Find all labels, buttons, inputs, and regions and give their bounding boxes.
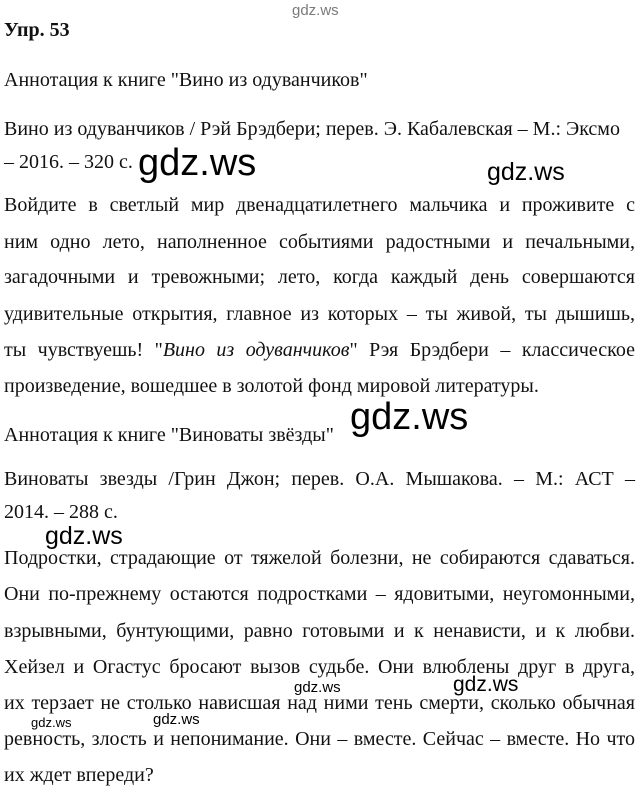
book2-body-line4: Хейзел и Огастус бросают вызов судьбе. Они влюблены друг в друга,	[4, 656, 635, 678]
watermark-large-1: gdz.ws	[138, 142, 257, 184]
book2-body-line7: их ждет впереди?	[4, 764, 154, 786]
watermark-small-2: gdz.ws	[153, 711, 200, 728]
watermark-medium-3: gdz.ws	[453, 673, 519, 696]
book1-citation-line1: Вино из одуванчиков / Рэй Брэдбери; перев. Э. Кабалевская – М.: Эксмо	[4, 118, 620, 140]
book1-citation-line2: – 2016. – 320 с.	[4, 151, 133, 173]
book2-body-line6: ревность, злость и непонимание. Они – вместе. Сейчас – вместе. Но что	[4, 728, 635, 750]
book1-body-line5-before: ты чувствуешь! "	[4, 339, 163, 361]
book2-heading: Аннотация к книге "Виноваты звёзды"	[4, 424, 334, 446]
watermark-large-2: gdz.ws	[350, 396, 469, 438]
book2-body-line1: Подростки, страдающие от тяжелой болезни, не собираются сдаваться.	[4, 547, 635, 569]
book1-body-line5	[4, 338, 635, 362]
book1-body-line3: загадочными и тревожными; лето, когда каждый день совершаются	[4, 266, 635, 288]
book2-citation-line1: Виноваты звезды /Грин Джон; перев. О.А. Мышакова. – М.: АСТ –	[4, 468, 635, 490]
book1-heading: Аннотация к книге "Вино из одуванчиков"	[4, 69, 368, 91]
book1-body-line6: произведение, вошедшее в золотой фонд мировой литературы.	[4, 375, 539, 397]
book2-body-line2: Они по-прежнему остаются подростками – ядовитыми, неугомонными,	[4, 583, 635, 605]
book1-body-line1: Войдите в светлый мир двенадцатилетнего мальчика и проживите с	[4, 194, 635, 216]
watermark-small-1: gdz.ws	[294, 679, 341, 696]
watermark-medium-2: gdz.ws	[45, 522, 123, 550]
book1-title-italic: Вино из одуванчиков	[162, 339, 350, 361]
watermark-medium-1: gdz.ws	[487, 158, 565, 186]
book2-body-line3: взрывными, бунтующими, равно готовыми и к ненависти, и к любви.	[4, 620, 635, 642]
book1-body-line5-after: " Рэя Брэдбери – классическое	[349, 339, 635, 361]
watermark-top: gdz.ws	[292, 2, 339, 19]
book1-body-line2: ним одно лето, наполненное событиями радостными и печальными,	[4, 231, 635, 253]
book2-citation-line2: 2014. – 288 с.	[4, 501, 118, 523]
book1-body-line4: удивительные открытия, главное из которых – ты живой, ты дышишь,	[4, 303, 635, 325]
watermark-small-3: gdz.ws	[31, 715, 72, 730]
book2-body-line5: их терзает не столько нависшая над ними тень смерти, сколько обычная	[4, 692, 635, 714]
exercise-title: Упр. 53	[4, 19, 70, 41]
